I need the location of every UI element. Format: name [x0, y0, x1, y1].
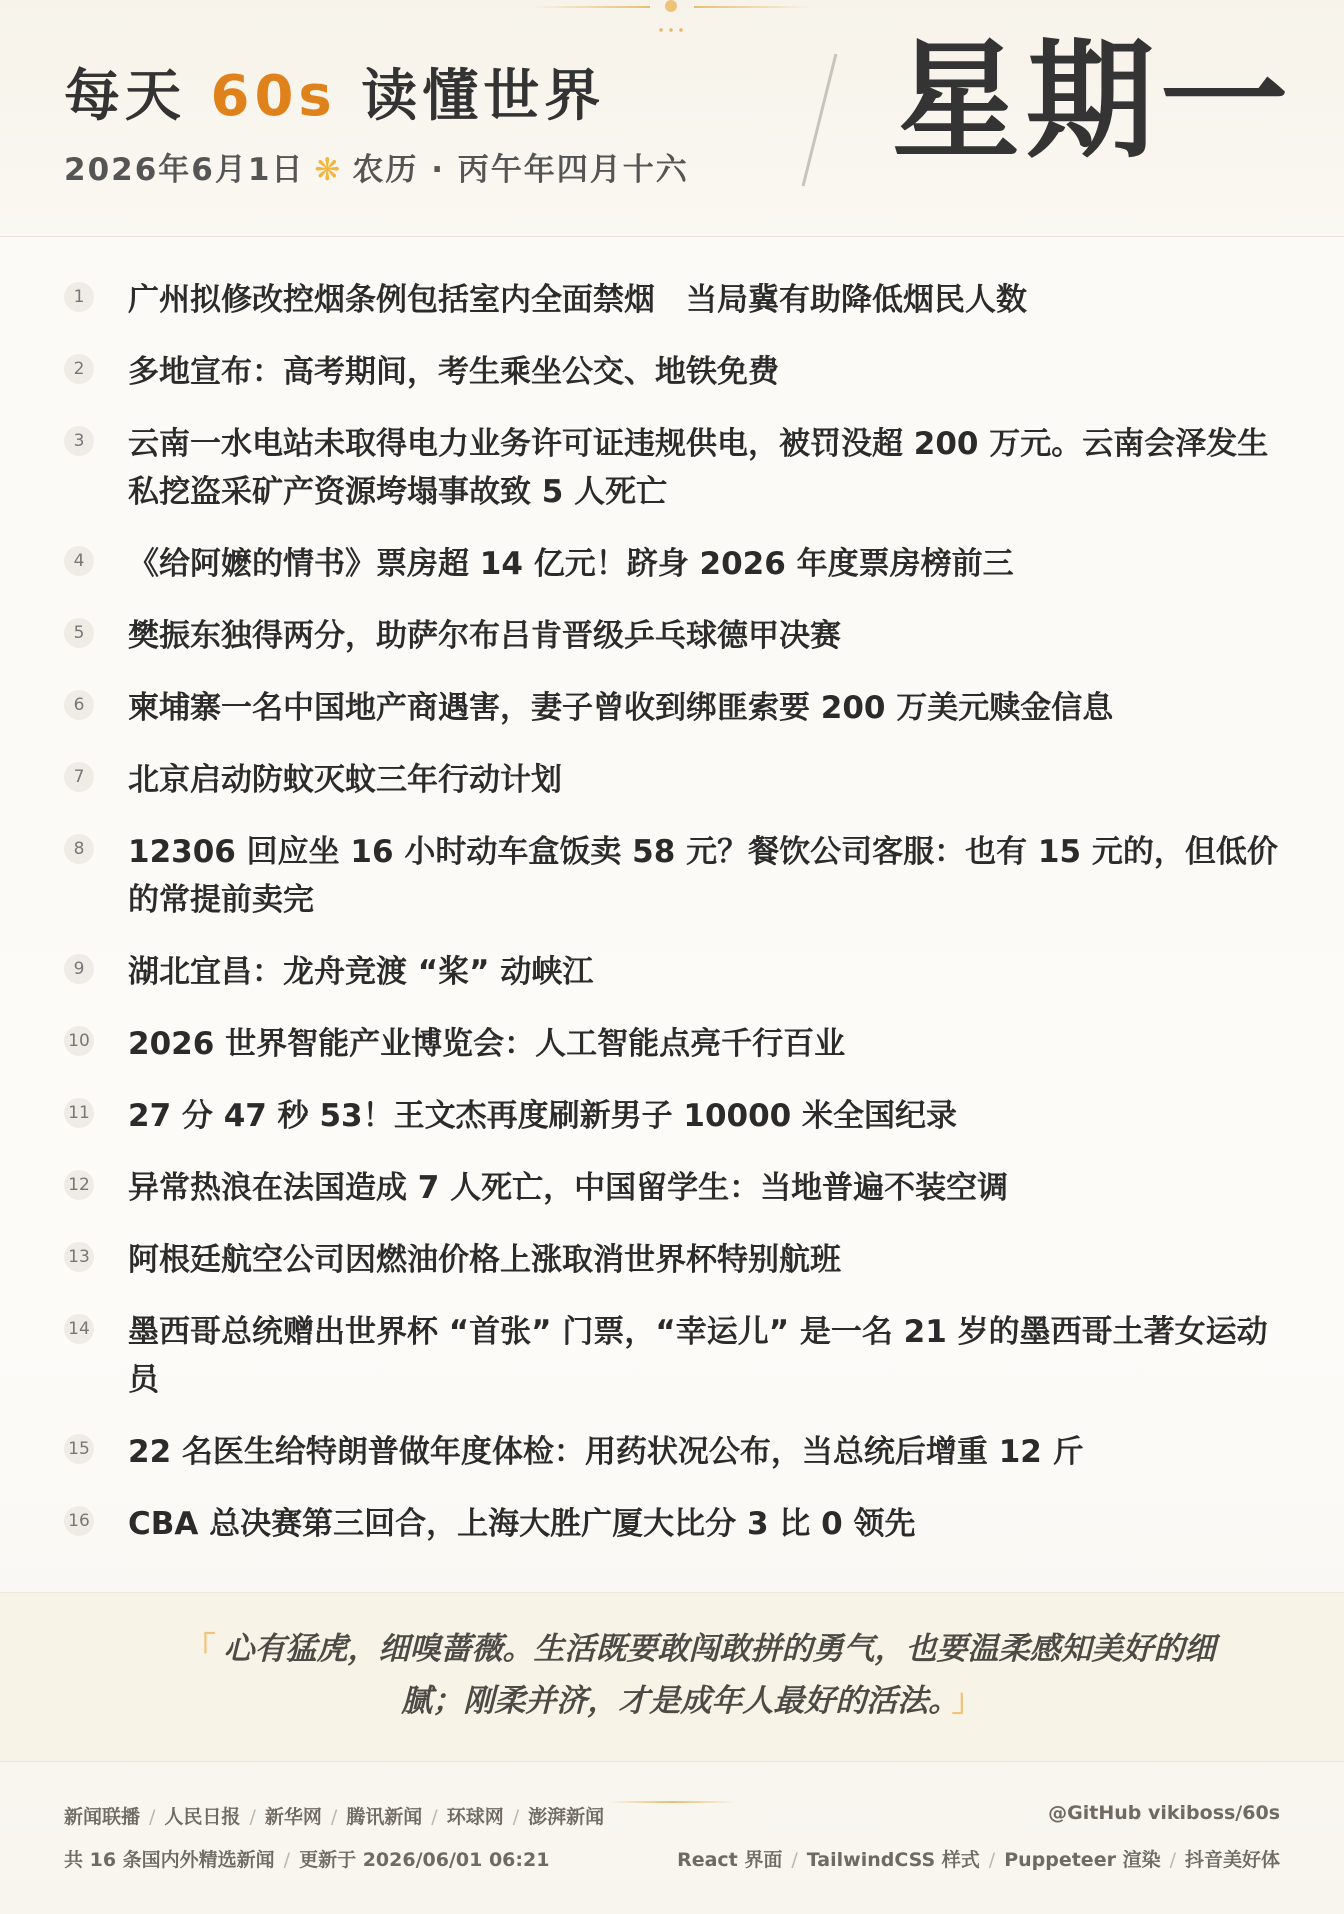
news-item	[64, 756, 1280, 804]
news-headline: 多地宣布：高考期间，考生乘坐公交、地铁免费	[128, 354, 779, 390]
news-source: 澎湃新闻	[528, 1806, 605, 1828]
news-headline: 27 分 47 秒 53！王文杰再度刷新男子 10000 米全国纪录	[128, 1098, 958, 1134]
news-headline: 北京启动防蚊灭蚊三年行动计划	[128, 762, 562, 798]
news-headline: 墨西哥总统赠出世界杯 “首张” 门票，“幸运儿” 是一名 21 岁的墨西哥土著女运动员	[128, 1314, 1268, 1398]
footer-tech-stack	[677, 1845, 1280, 1872]
tech-item: React 界面	[677, 1849, 783, 1871]
news-number-badge: 5	[64, 618, 94, 648]
ornament-dots	[656, 28, 688, 32]
news-number-badge: 7	[64, 762, 94, 792]
footer-ornament	[608, 1801, 736, 1803]
news-number-badge: 11	[64, 1098, 94, 1128]
tech-item: Puppeteer 渲染	[1004, 1849, 1161, 1871]
footer-separator: /	[512, 1806, 520, 1828]
news-item	[64, 1020, 1280, 1068]
news-source: 腾讯新闻	[346, 1806, 423, 1828]
news-item	[64, 1236, 1280, 1284]
news-headline: 湖北宜昌：龙舟竞渡 “桨” 动峡江	[128, 954, 594, 990]
news-item	[64, 1092, 1280, 1140]
news-number-badge: 4	[64, 546, 94, 576]
news-number-badge: 9	[64, 954, 94, 984]
news-item	[64, 420, 1280, 516]
updated-time: 更新于 2026/06/01 06:21	[299, 1849, 550, 1871]
news-list	[64, 276, 1280, 1572]
quote-text: 心有猛虎，细嗅蔷薇。生活既要敢闯敢拼的勇气，也要温柔感知美好的细腻；刚柔并济，才是成年人最好的活法。	[223, 1631, 1216, 1719]
news-number-badge: 12	[64, 1170, 94, 1200]
news-count: 共 16 条国内外精选新闻	[64, 1849, 275, 1871]
news-number-badge: 1	[64, 282, 94, 312]
news-headline: 12306 回应坐 16 小时动车盒饭卖 58 元？餐饮公司客服：也有 15 元的，但低价的常提前卖完	[128, 834, 1278, 918]
footer-separator: /	[283, 1849, 291, 1871]
lunar-date: 农历 · 丙午年四月十六	[352, 152, 689, 188]
page-title	[64, 52, 605, 132]
news-headline: 广州拟修改控烟条例包括室内全面禁烟 当局冀有助降低烟民人数	[128, 282, 1027, 318]
page-header	[0, 0, 1344, 237]
news-number-badge: 3	[64, 426, 94, 456]
date-line	[64, 144, 689, 189]
footer-separator: /	[149, 1806, 156, 1828]
footer-summary	[64, 1845, 549, 1872]
news-item	[64, 948, 1280, 996]
news-item	[64, 684, 1280, 732]
tech-item: 抖音美好体	[1184, 1849, 1280, 1871]
quote-close-mark: 」	[951, 1683, 983, 1719]
news-number-badge: 2	[64, 354, 94, 384]
weekday: 星期一	[892, 27, 1295, 176]
news-headline: 2026 世界智能产业博览会：人工智能点亮千行百业	[128, 1026, 846, 1062]
news-item	[64, 348, 1280, 396]
news-number-badge: 8	[64, 834, 94, 864]
news-headline: CBA 总决赛第三回合，上海大胜广厦大比分 3 比 0 领先	[128, 1506, 916, 1542]
footer-separator: /	[249, 1806, 256, 1828]
footer-separator: /	[988, 1849, 996, 1871]
footer-separator: /	[1169, 1849, 1176, 1871]
news-number-badge: 13	[64, 1242, 94, 1272]
news-source: 环球网	[446, 1806, 504, 1828]
footer-separator: /	[791, 1849, 798, 1871]
news-headline: 樊振东独得两分，助萨尔布吕肯晋级乒乓球德甲决赛	[128, 618, 841, 654]
daily-quote	[156, 1623, 1236, 1727]
news-source: 人民日报	[164, 1806, 241, 1828]
quote-box	[0, 1592, 1344, 1762]
title-prefix: 每天	[64, 64, 211, 129]
news-headline: 阿根廷航空公司因燃油价格上涨取消世界杯特别航班	[128, 1242, 841, 1278]
news-number-badge: 15	[64, 1434, 94, 1464]
news-item	[64, 1308, 1280, 1404]
news-item	[64, 540, 1280, 588]
ornament-line-right	[694, 6, 814, 8]
ornament-line-left	[530, 6, 650, 8]
top-ornament	[530, 0, 814, 40]
ornament-dot	[665, 0, 677, 12]
header-divider	[802, 54, 838, 187]
gregorian-date: 2026年6月1日	[64, 152, 305, 188]
news-item	[64, 1500, 1280, 1548]
news-number-badge: 14	[64, 1314, 94, 1344]
tech-item: TailwindCSS 样式	[806, 1849, 980, 1871]
news-headline: 异常热浪在法国造成 7 人死亡，中国留学生：当地普遍不装空调	[128, 1170, 1009, 1206]
star-icon: ❋	[314, 152, 343, 188]
title-suffix: 读懂世界	[336, 64, 606, 129]
news-source: 新闻联播	[64, 1806, 141, 1828]
news-item	[64, 276, 1280, 324]
github-credit[interactable]: @GitHub vikiboss/60s	[1048, 1802, 1280, 1824]
news-headline: 云南一水电站未取得电力业务许可证违规供电，被罚没超 200 万元。云南会泽发生私挖盗采矿产资源垮塌事故致 5 人死亡	[128, 426, 1269, 510]
news-source: 新华网	[264, 1806, 322, 1828]
footer-separator: /	[431, 1806, 438, 1828]
news-number-badge: 16	[64, 1506, 94, 1536]
news-item	[64, 1164, 1280, 1212]
news-item	[64, 828, 1280, 924]
title-accent: 60s	[210, 64, 337, 129]
news-headline: 《给阿嬷的情书》票房超 14 亿元！跻身 2026 年度票房榜前三	[128, 546, 1014, 582]
news-item	[64, 1428, 1280, 1476]
news-item	[64, 612, 1280, 660]
footer-sources	[64, 1802, 604, 1829]
quote-open-mark: 「	[184, 1631, 216, 1667]
news-headline: 22 名医生给特朗普做年度体检：用药状况公布，当总统后增重 12 斤	[128, 1434, 1084, 1470]
news-number-badge: 6	[64, 690, 94, 720]
news-headline: 柬埔寨一名中国地产商遇害，妻子曾收到绑匪索要 200 万美元赎金信息	[128, 690, 1114, 726]
footer-separator: /	[330, 1806, 338, 1828]
news-number-badge: 10	[64, 1026, 94, 1056]
